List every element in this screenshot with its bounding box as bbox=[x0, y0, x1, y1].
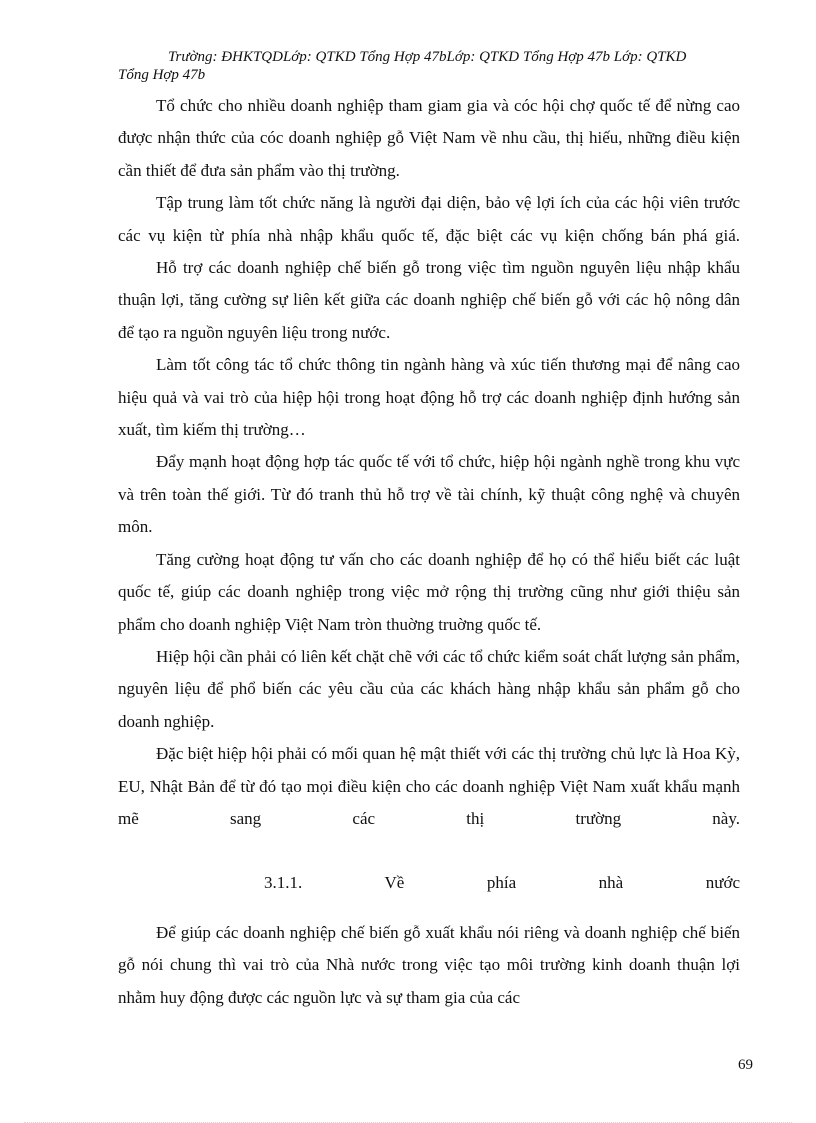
paragraph-2: Tập trung làm tốt chức năng là người đại diện, bảo vệ lợi ích của các hội viên trước các vụ kiện từ phía nhà nhập khẩu quốc tế, đặc biệt các vụ kiện chống bán phá giá. bbox=[118, 193, 740, 245]
paragraph-8: Đặc biệt hiệp hội phải có mối quan hệ mật thiết với các thị trường chủ lực là Hoa Kỳ, EU, Nhật Bản để từ đó tạo mọi điều kiện cho các doanh nghiệp Việt Nam xuất khẩu mạnh mẽ sang các thị trường này. bbox=[118, 744, 740, 828]
document-body bbox=[118, 90, 740, 1014]
paragraph-6: Tăng cường hoạt động tư vấn cho các doanh nghiệp để họ có thể hiểu biết các luật quốc tế, giúp các doanh nghiệp trong việc mở rộng thị trường cũng như giới thiệu sản phẩm cho doanh nghiệp Việt Nam tròn thuờng truờng quốc tế. bbox=[118, 549, 740, 634]
paragraph-1: Tổ chức cho nhiều doanh nghiệp tham giam gia và cóc hội chợ quốc tế để nừng cao được nhận thức của cóc doanh nghiệp gỗ Việt Nam về nhu cầu, thị hiếu, những điều kiện cần thiết để đưa sản phẩm vào thị trường. bbox=[118, 96, 740, 180]
paragraph-7: Hiệp hội cần phải có liên kết chặt chẽ với các tổ chức kiểm soát chất lượng sản phẩm, nguyên liệu để phổ biến các yêu cầu của các khách hàng nhập khẩu sản phẩm gỗ cho doanh nghiệp. bbox=[118, 646, 740, 731]
section-heading: 3.1.1. Về phía nhà nước bbox=[264, 873, 740, 893]
header-line-2: Tổng Hợp 47b bbox=[118, 67, 206, 83]
header-line-1: Trường: ĐHKTQDLớp: QTKD Tổng Hợp 47bLớp: QTKD Tổng Hợp 47b Lớp: QTKD bbox=[168, 49, 687, 65]
paragraph-4: Làm tốt công tác tổ chức thông tin ngành hàng và xúc tiến thương mại để nâng cao hiệu quả và vai trò của hiệp hội trong hoạt động hỗ trợ các doanh nghiệp định hướng sản xuất, tìm kiếm thị trường… bbox=[118, 355, 740, 440]
page-header bbox=[118, 48, 750, 84]
paragraph-5: Đẩy mạnh hoạt động hợp tác quốc tế với tổ chức, hiệp hội ngành nghề trong khu vực và trên toàn thế giới. Từ đó tranh thủ hỗ trợ về tài chính, kỹ thuật công nghệ và chuyên môn. bbox=[118, 452, 740, 537]
paragraph-3: Hỗ trợ các doanh nghiệp chế biến gỗ trong việc tìm nguồn nguyên liệu nhập khẩu thuận lợi, tăng cường sự liên kết giữa các doanh nghiệp chế biến gỗ với các hộ nông dân để tạo ra nguồn nguyên liệu trong nước. bbox=[118, 258, 740, 342]
page-number: 69 bbox=[738, 1057, 753, 1073]
closing-paragraph: Để giúp các doanh nghiệp chế biến gỗ xuất khẩu nói riêng và doanh nghiệp chế biến gỗ nói chung thì vai trò của Nhà nước trong việc tạo môi trường kinh doanh thuận lợi nhằm huy động được các nguồn lực và sự tham gia của các bbox=[118, 922, 740, 1007]
